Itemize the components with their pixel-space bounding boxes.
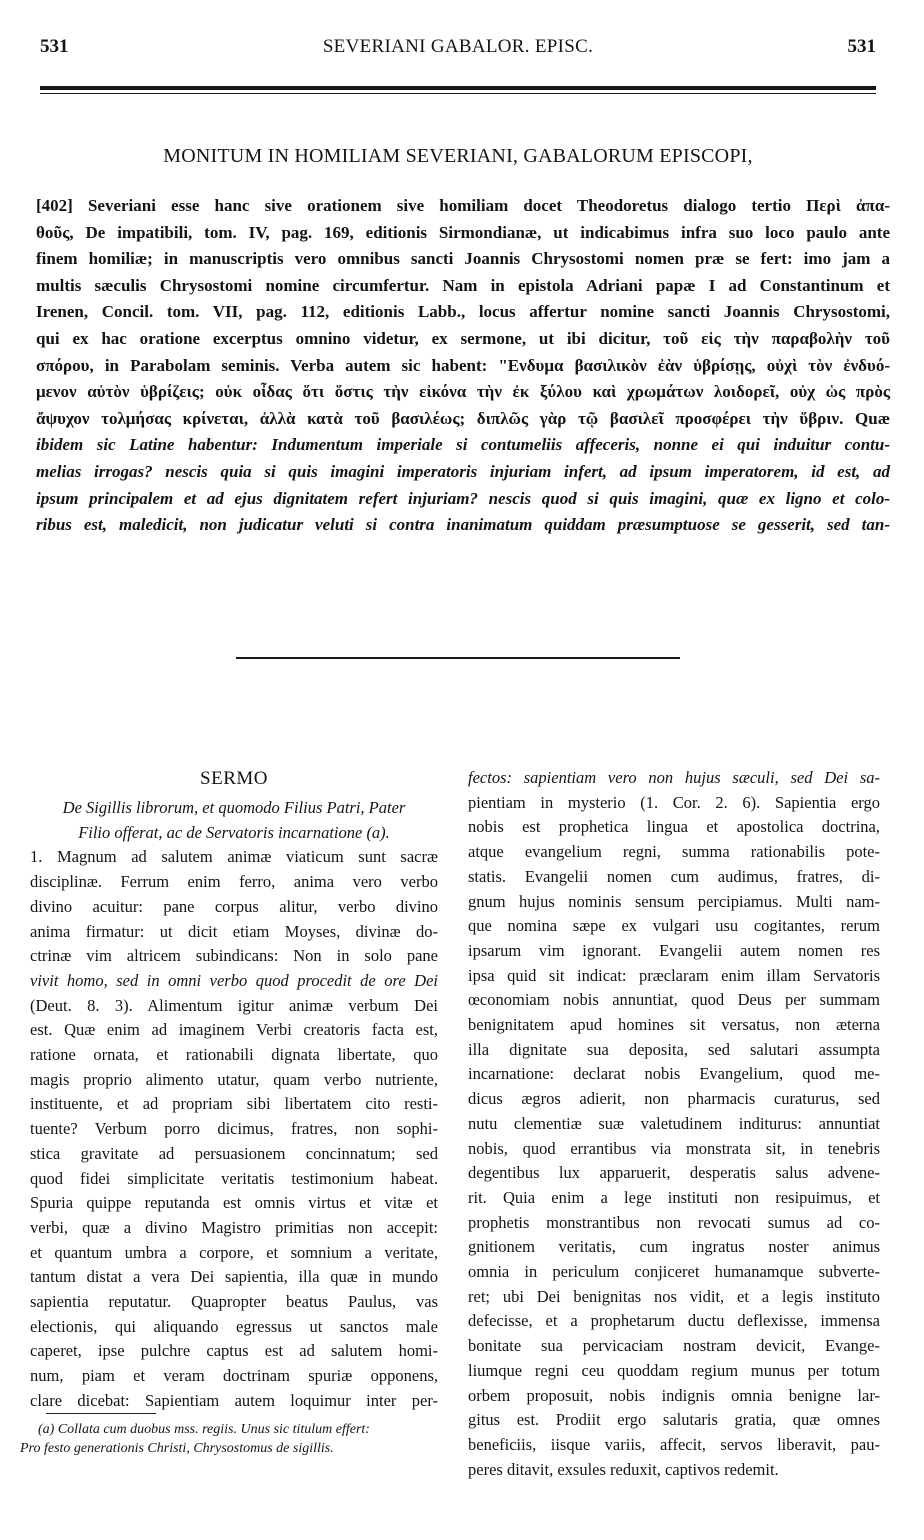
footnote-line: (a) Collata cum duobus mss. regiis. Unus sic titulum effert: <box>38 1422 370 1437</box>
text-line: benignitatem apud homines sit versatus, non æterna <box>468 1015 880 1035</box>
text-line: num, piam et veram doctrinam spuriæ opponens, <box>30 1366 438 1386</box>
text-line: bonitate sua pervicaciam nostram devicit, Evange- <box>468 1336 880 1356</box>
text-line: anima firmatur: ut dicit etiam Moyses, divinæ do- <box>30 921 438 941</box>
text-line: beneficiis, iisque variis, affecit, servos liberavit, pau- <box>468 1434 880 1454</box>
notice-line: qui ex hac oratione excerptus omnino videtur, ex sermone, ut ibi dicitur, τοῦ εἰς τὴν παραβολὴν τοῦ <box>36 328 890 348</box>
text-line: prophetis monstrantibus non revocati sumus ad co- <box>468 1212 880 1232</box>
notice-line: finem homiliæ; in manuscriptis vero omnibus sancti Joannis Chrysostomi nomen præ se fert: imo jam a <box>36 249 890 269</box>
notice-line: Irenen, Concil. tom. VII, pag. 112, editionis Labb., locus affertur nomine sancti Joannis Chrysostomi, <box>36 302 890 322</box>
text-line: clare dicebat: Sapientiam autem loquimur inter per- <box>30 1390 438 1410</box>
text-line: dicus ægros adierit, non pharmacis curaturus, sed <box>468 1089 880 1109</box>
text-line: electionis, qui aliquando egressus ut sanctos male <box>30 1316 438 1336</box>
text-line: est. Quæ enim ad imaginem Verbi creatoris facta est, <box>30 1020 438 1040</box>
text-line: instituente, et ad propriam sibi libertatem cito resti- <box>30 1094 438 1114</box>
text-line: atque evangelium regni, summa rationabilis pote- <box>468 842 880 862</box>
text-line: (Deut. 8. 3). Alimentum igitur animæ verbum Dei <box>30 995 438 1015</box>
notice-line: ibidem sic Latine habentur: Indumentum imperiale si contumeliis affeceris, nonne ei qui induitur contu- <box>36 435 890 455</box>
notice-line: melias irrogas? nescis quia si quis imagini imperatoris injuriam infert, ad ipsum imperatorem, id est, ad <box>36 461 890 481</box>
text-line: nutu clementiæ suæ valetudinem inditurus: annuntiat <box>468 1113 880 1133</box>
subtitle-line: De Sigillis librorum, et quomodo Filius Patri, Pater <box>62 798 406 817</box>
text-line: gitus est. Prodiit ergo salutaris gratia, quæ omnes <box>468 1410 880 1430</box>
text-line: divino acuitur: pane corpus alitur, verbo divino <box>30 896 438 916</box>
footnote <box>20 1420 430 1458</box>
text-line: magis proprio alimento utatur, quam verbo nutriente, <box>30 1069 438 1089</box>
subtitle-line: Filio offerat, ac de Servatoris incarnatione (a). <box>78 822 390 842</box>
running-head <box>40 36 876 64</box>
text-line: statis. Evangelii nomen cum audimus, fratres, di- <box>468 866 880 886</box>
text-line: et quantum umbra a corpore, et somnium a veritate, <box>30 1242 438 1262</box>
text-line: liumque regni ceu quoddam regium munus per totum <box>468 1360 880 1380</box>
column-right <box>468 766 880 1482</box>
text-line: vivit homo, sed in omni verbo quod procedit de ore Dei <box>30 970 438 990</box>
text-line: quod fidei simplicitate veritatis testimonium habeat. <box>30 1168 438 1188</box>
notice-paragraph <box>36 193 890 539</box>
text-line: orbem proposuit, nobis indignis omnia benigne lar- <box>468 1385 880 1405</box>
text-line: nobis est prophetica lingua et apostolica doctrina, <box>468 817 880 837</box>
text-line: ratione ornata, et rationabili dignata libertate, quo <box>30 1045 438 1065</box>
text-line: ret; ubi Dei benignitas nos vidit, et a legis instituto <box>468 1286 880 1306</box>
footnote-line: Pro festo generationis Christi, Chrysostomus de sigillis. <box>20 1441 334 1456</box>
text-line: rit. Quia enim a lege instituti non resipuimus, et <box>468 1187 880 1207</box>
sermon-title: SERMO <box>200 768 268 789</box>
notice-title: MONITUM IN HOMILIAM SEVERIANI, GABALORUM EPISCOPI, <box>163 145 753 167</box>
footnote-rule <box>46 1413 156 1414</box>
notice-line: ribus est, maledicit, non judicatur veluti si contra inanimatum quiddam præsumptuose se gesserit, sed tan- <box>36 515 890 535</box>
text-line: defecisse, et a prophetarum ductu deflexisse, immensa <box>468 1311 880 1331</box>
notice-line: μενον αὐτὸν ὑβρίζεις; οὐκ οἶδας ὅτι ὅστις τὴν εἰκόνα τὴν ἐκ ξύλου καὶ χρωμάτων λοιδορεῖ, οὐχ ὡς πρὸς <box>36 382 890 402</box>
notice-line: σπόρου, in Parabolam seminis. Verba autem sic habent: "Ενδυμα βασιλικὸν ἐὰν ὑβρίσῃς, οὐχὶ τὸν ἐνδυό- <box>36 355 890 375</box>
notice-line: ἄψυχον τολμήσας κρίνεται, ἀλλὰ κατὰ τοῦ βασιλέως; διπλῶς γὰρ τῷ βασιλεῖ προσφέρει τὴν ὕβριν. Quæ <box>36 408 890 428</box>
column-left <box>30 766 438 1414</box>
text-line: stica gravitate ad persuasionem concinnatum; sed <box>30 1143 438 1163</box>
text-line: fectos: sapientiam vero non hujus sæculi, sed Dei sa- <box>468 768 880 787</box>
text-line: nobis, quod errantibus via monstrata sit, in tenebris <box>468 1138 880 1158</box>
text-line: sapientia reputatur. Quapropter beatus Paulus, vas <box>30 1292 438 1312</box>
page-number-right: 531 <box>847 36 876 57</box>
sermon-subtitle <box>30 796 438 845</box>
text-line: disciplinæ. Ferrum enim ferro, anima vero verbo <box>30 872 438 892</box>
text-line: pientiam in mysterio (1. Cor. 2. 6). Sapientia ergo <box>468 792 880 812</box>
text-line: tantum distat a vera Dei sapientia, illa quæ in mundo <box>30 1267 438 1287</box>
right-column-text <box>468 766 880 1482</box>
text-line: œconomiam nobis annuntiat, quod Deus per summam <box>468 990 880 1010</box>
page-number-left: 531 <box>40 36 69 57</box>
text-line: degentibus lux apparuerit, desperatis salus advene- <box>468 1163 880 1183</box>
text-line: incarnatione: declarat nobis Evangelium, quod me- <box>468 1064 880 1084</box>
section-divider <box>236 657 680 659</box>
text-line: tuente? Verbum porro dicimus, fratres, non sophi- <box>30 1119 438 1139</box>
text-line: omnia in periculum conjiceret humanamque subverte- <box>468 1262 880 1282</box>
text-line: ipsarum vim ignorant. Evangelii autem nomen res <box>468 940 880 960</box>
text-line: que nomina sæpe ex vulgari usu cogitantes, rerum <box>468 916 880 936</box>
left-column-text <box>30 845 438 1413</box>
text-line: ctrinæ vim altricem subindicans: Non in solo pane <box>30 946 438 966</box>
notice-line: ipsum principalem et ad ejus dignitatem refert injuriam? nescis quod si quis imagini, quæ ex ligno et colo- <box>36 488 890 508</box>
text-line: 1. Magnum ad salutem animæ viaticum sunt sacræ <box>30 847 438 867</box>
notice-line: θοῦς, De impatibili, tom. IV, pag. 169, editionis Sirmondianæ, ut indicabimus infra suo loco paulo ante <box>36 222 890 242</box>
text-line: gnitionem veritatis, cum ingratus noster animus <box>468 1237 880 1257</box>
header-rule-thick <box>40 86 876 90</box>
text-line: illa dignitate sua deposita, sed salutari assumpta <box>468 1039 880 1059</box>
text-line: caperet, ipse pulchre captus est ad salutem homi- <box>30 1341 438 1361</box>
text-line: ipsa quid sit indicat: præclaram enim illam Servatoris <box>468 965 880 985</box>
text-line: peres ditavit, exsules reduxit, captivos redemit. <box>468 1459 779 1479</box>
notice-line: multis sæculis Chrysostomi nomine circumfertur. Nam in epistola Adriani papæ I ad Constantinum et <box>36 275 890 295</box>
text-line: verbi, quæ a divino Magistro primitias non accepit: <box>30 1217 438 1237</box>
text-line: gnum hujus nominis sensum percipiamus. Multi nam- <box>468 891 880 911</box>
notice-line: [402] Severiani esse hanc sive orationem sive homiliam docet Theodoretus dialogo tertio Περὶ ἀπα- <box>36 196 890 215</box>
header-rule-thin <box>40 93 876 94</box>
running-title: SEVERIANI GABALOR. EPISC. <box>322 36 594 57</box>
text-line: Spuria quippe reputanda est omnis virtus et vitæ et <box>30 1193 438 1213</box>
